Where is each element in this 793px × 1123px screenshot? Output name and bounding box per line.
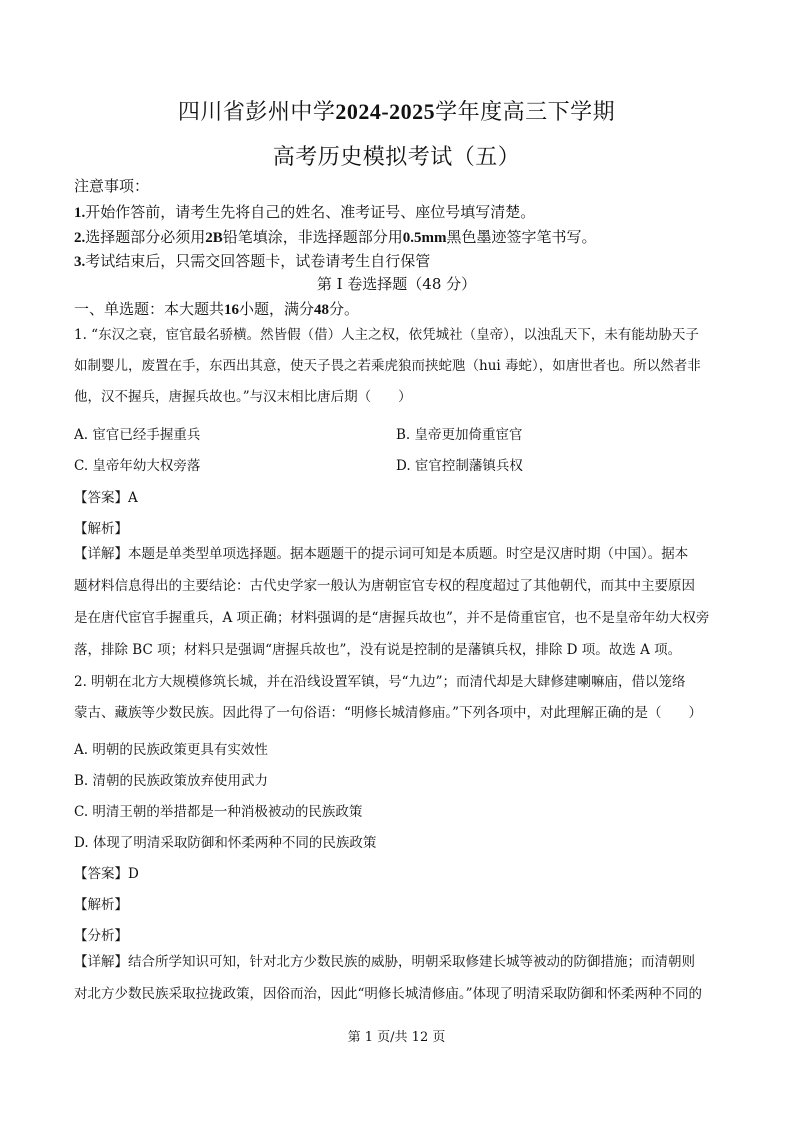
- exam-title-line1: 四川省彭州中学2024-2025学年度高三下学期: [177, 99, 616, 125]
- q1-stem-line-2: 如制婴儿，废置在手，东西出其意，使天子畏之若乘虎狼而挟蛇虺（hui 毒蛇），如唐世者也。所以然者非: [74, 358, 701, 374]
- notice-heading: 注意事项：: [74, 177, 150, 195]
- q2-stem-line-1: 2. 明朝在北方大规模修筑长城，并在沿线设置军镇，号“九边”；而清代却是大肆修建喇嘛庙，借以笼络: [74, 674, 686, 690]
- q2-option-b: B. 清朝的民族政策放弃使用武力: [74, 773, 269, 789]
- q1-stem-line-3: 他，汉不握兵，唐握兵故也。”与汉末相比唐后期（ ）: [74, 389, 412, 405]
- q1-option-b: B. 皇帝更加倚重宦官: [396, 427, 523, 443]
- q1-option-d: D. 宦官控制藩镇兵权: [396, 458, 523, 474]
- q1-analysis-tag: 【解析】: [74, 521, 128, 537]
- q1-option-c: C. 皇帝年幼大权旁落: [74, 458, 201, 474]
- page-footer: 第 1 页/共 12 页: [347, 1030, 446, 1045]
- q2-answer: 【答案】D: [74, 866, 139, 882]
- q1-answer: 【答案】A: [74, 490, 138, 506]
- notice-item-2: 2.选择题部分必须用2B铅笔填涂，非选择题部分用0.5mm黑色墨迹签字笔书写。: [74, 228, 597, 246]
- q1-detail-line-2: 题材料信息得出的主要结论：古代史学家一般认为唐朝宦官专权的程度超过了其他朝代，而其中主要原因: [74, 578, 695, 594]
- q2-option-c: C. 明清王朝的举措都是一种消极被动的民族政策: [74, 804, 363, 820]
- exam-title-line2: 高考历史模拟考试（五）: [272, 145, 521, 170]
- section-subtitle: 一、单选题：本大题共16小题，满分48分。: [74, 300, 360, 318]
- q2-analysis-tag: 【解析】: [74, 897, 128, 913]
- q1-detail-line-4: 落，排除 BC 项；材料只是强调“唐握兵故也”，没有说是控制的是藩镇兵权，排除 D 项。故选 A 项。: [74, 642, 682, 658]
- section-title: 第 I 卷选择题（48 分）: [316, 275, 477, 293]
- q1-option-a: A. 宦官已经手握重兵: [74, 427, 201, 443]
- q1-detail-line-3: 是在唐代宦官手握重兵，A 项正确；材料强调的是“唐握兵故也”，并不是倚重宦官，也不是皇帝年幼大权旁: [74, 610, 710, 626]
- q1-stem-line-1: 1. “东汉之衰，宦官最名骄横。然皆假（借）人主之权，依凭城社（皇帝），以浊乱天下，未有能劫胁天子: [74, 327, 699, 343]
- q2-detail-line-2: 对北方少数民族采取拉拢政策，因俗而治，因此“明修长城清修庙。”体现了明清采取防御和怀柔两种不同的: [74, 986, 703, 1002]
- q1-detail-line-1: 【详解】本题是单类型单项选择题。据本题题干的提示词可知是本质题。时空是汉唐时期（中国）。据本: [74, 546, 689, 562]
- q2-stem-line-2: 蒙古、藏族等少数民族。因此得了一句俗语：“明修长城清修庙。”下列各项中，对此理解正确的是（ ）: [74, 705, 703, 721]
- q2-option-d: D. 体现了明清采取防御和怀柔两种不同的民族政策: [74, 835, 377, 851]
- notice-item-1: 1.开始作答前，请考生先将自己的姓名、准考证号、座位号填写清楚。: [74, 203, 536, 221]
- q2-option-a: A. 明朝的民族政策更具有实效性: [74, 742, 268, 758]
- notice-item-3: 3.考试结束后，只需交回答题卡，试卷请考生自行保管: [74, 252, 431, 270]
- q2-fenxi-tag: 【分析】: [74, 928, 128, 944]
- q2-detail-line-1: 【详解】结合所学知识可知，针对北方少数民族的威胁，明朝采取修建长城等被动的防御措施；而清朝则: [74, 954, 695, 970]
